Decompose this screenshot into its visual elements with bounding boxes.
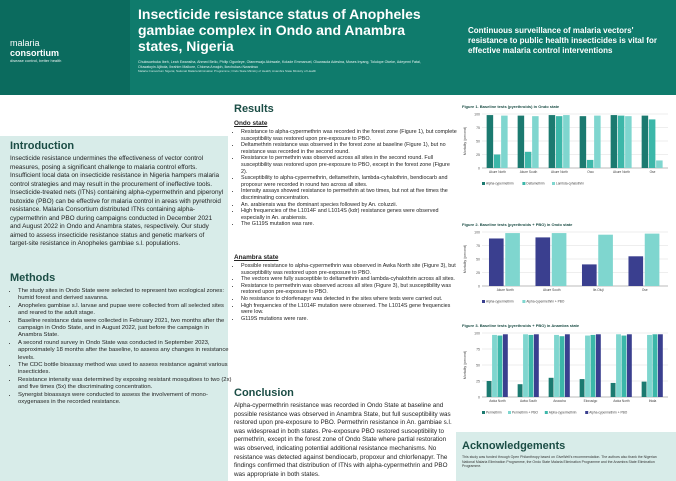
bar <box>523 334 528 397</box>
figure-3-chart <box>460 329 672 419</box>
bar <box>628 256 643 286</box>
anambra-result-item: • No resistance to chlorfenapyr was detected in the sites where tests were carried out. <box>241 296 457 303</box>
bar <box>616 334 621 397</box>
ondo-result-item: • Susceptibility to alpha-cypermethrin, deltamethrin, lambda-cyhalothrin, bendiocarb and propoxur were recorded in round two across all sites. <box>241 175 457 188</box>
malaria-consortium-logo <box>10 38 80 63</box>
bar <box>596 334 601 397</box>
introduction-text: Insecticide resistance undermines the effectiveness of vector control measures, posing a significant challenge to malaria control efforts. Insufficient local data on insecticide resistance in Nigeria hampers malaria control strategies and may result in the procurement of ineffective tools. Insecticide-treated nets (ITNs) containing alpha-cypermethrin and piperonyl butoxide (PBO) can be effective for malaria control in areas with pyrethroid resistance. Malaria Consortium distributed ITNs containing alpha-cypermethrin and PBO during campaigns conducted in December 2021 and August 2022 in Ondo and Anambra states, respectively. Our study aimed to assess insecticide resistance status and genetic markers of target-site resistance in Anopheles gambiae s.l. populations. <box>10 155 224 247</box>
bar <box>618 116 625 168</box>
ondo-results-list <box>234 129 457 228</box>
legend-swatch <box>545 411 548 414</box>
methods-item: • Anopheles gambiae s.l. larvae and pupae were collected from all selected sites and reared to the adult stage. <box>18 303 232 318</box>
author-list <box>138 60 438 73</box>
legend-label: Alpha-cypermethrin + PBO <box>589 410 628 415</box>
bar <box>625 116 632 168</box>
y-tick-label: 75 <box>476 126 480 130</box>
bar <box>580 379 585 397</box>
bar <box>492 335 497 397</box>
bar <box>565 334 570 397</box>
legend-label: Deltamethrin <box>526 181 545 186</box>
bar <box>552 233 567 286</box>
ondo-result-item: • The G119S mutation was rare. <box>241 221 457 228</box>
y-tick-label: 100 <box>474 230 480 235</box>
bar <box>505 233 520 286</box>
methods-item: • Resistance intensity was determined by exposing resistant mosquitoes to two (2x) and five times (5x) the discriminating concentration. <box>18 377 232 392</box>
bar <box>642 116 649 168</box>
bar <box>622 336 627 397</box>
acknowledgements-heading: Acknowledgements <box>462 440 566 452</box>
figure-2-title: Figure 2. Baseline tests (pyrethroids + PBO) in Ondo state <box>462 222 573 227</box>
logo-line1: malaria <box>10 38 40 48</box>
figure-2-chart <box>460 228 672 308</box>
x-tick-label: Akure North <box>550 170 569 174</box>
bar <box>594 116 601 168</box>
results-heading: Results <box>234 103 274 115</box>
anambra-result-item: • G119S mutations were rare. <box>241 316 457 323</box>
ondo-result-item: • Resistance to alpha-cypermethrin was recorded in the forest zone (Figure 1), but complete susceptibility was restored upon pre-exposure to PBO. <box>241 129 457 142</box>
x-tick-label: Awka North <box>613 399 630 403</box>
ondo-heading: Ondo state <box>234 120 268 127</box>
bar <box>554 335 559 397</box>
legend-swatch <box>552 182 555 185</box>
conclusion-text: Alpha-cypermethrin resistance was recorded in Ondo State at baseline and possible resistance was observed in Anambra State, but full susceptibility was restored upon pre-exposure to PBO. Permethrin resistance in An. gambiae s.l. was widespread in both states. Pre-exposure PBO restored susceptibility to permethrin, except in the forest zone of Ondo State where partial restoration was observed, indicating potential additional resistance mechanisms. No resistance was detected against bendiocarb, propoxur and chlorfenapyr. The findings confirmed that distribution of ITNs with alpha-cypermethrin and PBO was appropriate in both states. <box>234 402 452 478</box>
bar <box>518 384 523 397</box>
bar <box>598 235 613 286</box>
x-tick-label: Anaocha <box>553 399 566 403</box>
x-tick-label: Ekwusigo <box>583 399 598 403</box>
legend-swatch <box>585 411 588 414</box>
anambra-heading: Anambra state <box>234 254 279 261</box>
affiliations-text: Malaria Consortium Nigeria; National Malaria Elimination Programme; Ondo State Ministry of Health; Anambra State Ministry of Health <box>138 69 317 74</box>
x-tick-label: Akure North <box>488 170 507 174</box>
y-tick-label: 25 <box>476 153 480 157</box>
bar <box>580 116 587 168</box>
bar <box>611 383 616 397</box>
poster-title: Insecticide resistance status of Anopheles gambiae complex in Ondo and Anambra states, Nigeria <box>138 6 421 54</box>
figure-1-chart <box>460 110 672 190</box>
ondo-result-item: • An. arabiensis was the dominant species followed by An. coluzzii. <box>241 202 457 209</box>
x-tick-label: Akure North <box>496 288 514 292</box>
ondo-result-item: • Deltamethrin resistance was observed in the forest zone at baseline (Figure 1), but no resistance was recorded in the second round. <box>241 142 457 155</box>
legend-label: Alpha-cypermethrin <box>486 181 514 186</box>
x-tick-label: Owo <box>587 170 594 174</box>
y-tick-label: 50 <box>476 257 480 262</box>
y-tick-label: 25 <box>476 379 480 384</box>
legend-swatch <box>482 411 485 414</box>
bar <box>525 152 532 168</box>
anambra-results-list <box>234 263 457 322</box>
x-tick-label: Ose <box>641 288 648 292</box>
methods-item: • The CDC bottle bioassay method was used to assess resistance against various insecticides. <box>18 362 232 377</box>
bar <box>560 336 565 397</box>
acknowledgements-text: This study was funded through Open Philanthropy based on GiveWell's recommendation. The authors also thank the Nigerian National Malaria Elimination Programme, the Ondo State Malaria Elimination Programme and the Anambra State Elimination Programme. <box>462 455 657 468</box>
y-tick-label: 50 <box>476 139 480 144</box>
methods-item: • A second round survey in Ondo State was conducted in September 2023, approximately 18 months after the baseline, to assess any changes in resistance levels. <box>18 340 232 362</box>
legend-label: Permethrin <box>486 410 502 415</box>
y-axis-label: Mortality (percent) <box>463 350 467 380</box>
figure-1-title: Figure 1. Baseline tests (pyrethroids) in Ondo state <box>462 104 560 109</box>
bar <box>534 334 539 397</box>
y-tick-label: 50 <box>476 363 480 368</box>
anambra-result-item: • Resistance to permethrin was observed across all sites (Figure 3), but susceptibility was restored upon pre-exposure to PBO. <box>241 283 457 296</box>
y-tick-label: 0 <box>478 395 480 400</box>
y-tick-label: 0 <box>478 166 480 171</box>
legend-swatch <box>522 182 525 185</box>
legend-swatch <box>522 300 525 303</box>
key-message: Continuous surveillance of malaria vectors' resistance to public health insecticides is vital for effective malaria control interventions <box>468 26 657 55</box>
bar <box>591 335 596 397</box>
logo-tagline: disease control, better health <box>10 58 62 63</box>
legend-label: Alpha-cypermethrin <box>548 410 577 415</box>
methods-item: • The study sites in Ondo State were selected to represent two ecological zones: humid forest and derived savanna. <box>18 288 232 303</box>
x-tick-label: Ihiala <box>648 399 657 403</box>
bar <box>529 335 534 397</box>
legend-swatch <box>508 411 511 414</box>
legend-label: Lambda-cyhalothrin <box>556 181 584 186</box>
methods-item: • Synergist bioassays were conducted to assess the involvement of mono-oxygenases in the recorded resistance. <box>18 392 232 407</box>
bar <box>487 381 492 397</box>
figure-3-title: Figure 3. Baseline tests (pyrethroids + PBO) in Anambra state <box>462 323 580 328</box>
y-tick-label: 100 <box>474 112 480 117</box>
bar <box>503 334 508 397</box>
bar <box>563 115 570 168</box>
x-tick-label: Ile-Oluji <box>592 288 604 292</box>
methods-list <box>10 288 232 407</box>
anambra-result-item: • Possible resistance to alpha-cypermethrin was observed in Awka North site (Figure 3), but susceptibility was restored upon pre-exposure to PBO. <box>241 263 457 276</box>
legend-label: Permethrin + PBO <box>512 410 538 415</box>
authors-text: Chukwuebuka Ibeh, Leah Ewansiha, Ahmed Bello, Philip Ogunleye, Olanrewaju Akinwale, Kolade Emmanuel, Oluwasola Adesina, Moses Inyang, Tolulope Okeke, Adeyemi Fatai, Oluwatoyin Ajibola, Ibrahim Maikore, Chioma Amajoh, Ikechukwu Nwankwo <box>138 60 421 69</box>
ondo-result-item: • Resistance to permethrin was observed across all sites in the second round. Full susceptibility was restored upon pre-exposure to PBO, except in the forest zone (Figure 2). <box>241 155 457 175</box>
conclusion-heading: Conclusion <box>234 387 294 399</box>
x-tick-label: Awka South <box>520 399 537 403</box>
y-axis-label: Mortality (percent) <box>463 244 467 274</box>
introduction-heading: Introduction <box>10 140 75 152</box>
legend-swatch <box>482 300 485 303</box>
methods-item: • Baseline resistance data were collected in February 2021, two months after the campaign in Ondo State, and in August 2022, just before the campaign in Anambra State. <box>18 318 232 340</box>
bar <box>656 160 663 168</box>
x-tick-label: Ose <box>649 170 656 174</box>
y-tick-label: 25 <box>476 271 480 275</box>
bar <box>489 238 504 286</box>
y-tick-label: 75 <box>476 244 480 248</box>
methods-heading: Methods <box>10 272 56 284</box>
x-tick-label: Akure South <box>542 288 561 292</box>
bar <box>585 336 590 397</box>
bar <box>587 160 594 168</box>
bar <box>532 116 539 168</box>
bar <box>627 334 632 397</box>
bar <box>642 382 647 397</box>
bar <box>556 116 563 168</box>
bar <box>518 116 525 168</box>
legend-swatch <box>482 182 485 185</box>
bar <box>611 115 618 168</box>
y-tick-label: 75 <box>476 347 480 352</box>
y-axis-label: Mortality (percent) <box>463 126 467 156</box>
ondo-result-item: • Intensity assays showed resistance to permethrin at two times, but not at five times the discriminating concentration. <box>241 188 457 201</box>
bar <box>549 378 554 397</box>
bar <box>653 334 658 397</box>
y-tick-label: 0 <box>478 284 480 289</box>
bar <box>498 336 503 397</box>
x-tick-label: Awka North <box>489 399 506 403</box>
bar <box>647 335 652 397</box>
legend-label: Alpha-cypermethrin <box>486 299 514 304</box>
bar <box>645 234 660 286</box>
x-tick-label: Akure South <box>519 170 538 174</box>
ondo-result-item: • High frequencies of the L1014F and L1014S (kdr) resistance genes were observed especially in An. arabiensis. <box>241 208 457 221</box>
bar <box>658 334 663 397</box>
anambra-result-item: • High frequencies of the L1014F mutation were observed. The L1014S gene frequencies were low. <box>241 303 457 316</box>
bar <box>582 264 597 286</box>
bar <box>535 237 550 286</box>
anambra-result-item: • The vectors were fully susceptible to deltamethrin and lambda-cyhalothrin across all sites. <box>241 276 457 283</box>
x-tick-label: Akure North <box>612 170 631 174</box>
bar <box>549 115 556 168</box>
bar <box>649 119 656 168</box>
bar <box>494 155 501 169</box>
bar <box>501 116 508 168</box>
y-tick-label: 100 <box>474 331 480 336</box>
logo-line2: consortium <box>10 48 60 58</box>
legend-label: Alpha-cypermethrin + PBO <box>526 299 565 304</box>
bar <box>487 115 494 168</box>
